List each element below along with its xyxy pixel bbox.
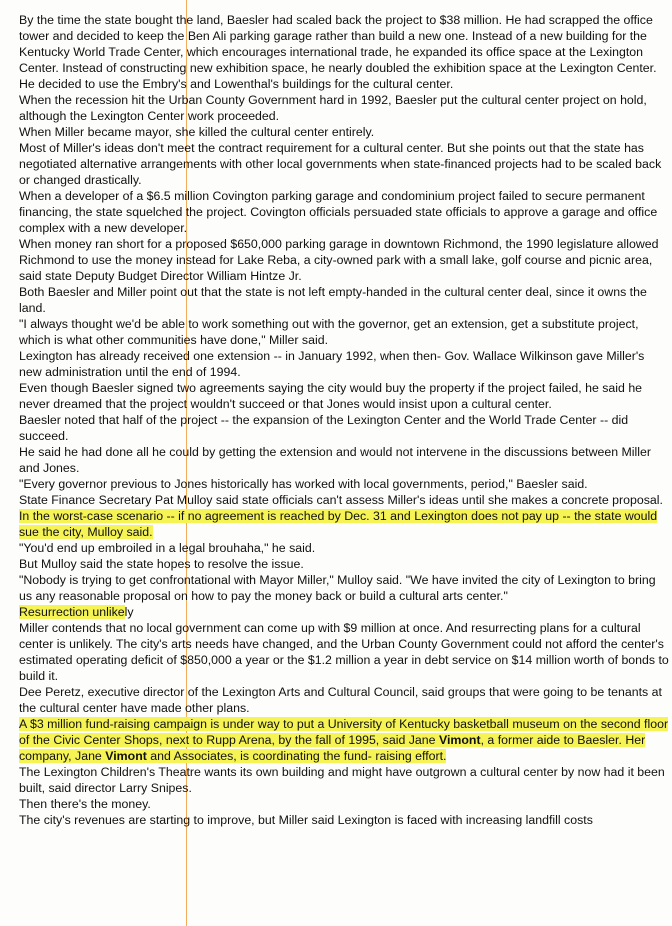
paragraph: When a developer of a $6.5 million Covington parking garage and condominium project failed to secure permanent financing, the state squelched the project. Covington officials persuaded state officials to approve a garage and office complex with a new developer. xyxy=(19,189,658,235)
paragraph: By the time the state bought the land, Baesler had scaled back the project to $38 million. He had scrapped the office tower and decided to keep the Ben Ali parking garage rather than build a new one. Instead of a new building for the Kentucky World Trade Center, which encourages international trade, he expanded its office space at the Lexington Center. Instead of constructing new exhibition space, he nearly doubled the exhibition space at the Lexington Center. He decided to use the Embry's and Lowenthal's buildings for the cultural center. xyxy=(19,13,657,91)
text-run: A $3 million fund-raising campaign is under way to put a University of Kentucky basketball museum on the second floor of the Civic Center Shops, next to Rupp Arena, by the fall of 1995, said Jane xyxy=(19,717,669,747)
paragraph: The city's revenues are starting to improve, but Miller said Lexington is faced with increasing landfill costs xyxy=(19,813,593,827)
paragraph: He said he had done all he could by getting the extension and would not intervene in the discussions between Miller and Jones. xyxy=(19,445,651,475)
paragraph: "Every governor previous to Jones historically has worked with local governments, period," Baesler said. xyxy=(19,477,588,491)
paragraph: Dee Peretz, executive director of the Lexington Arts and Cultural Council, said groups that were going to be tenants at the cultural center have made other plans. xyxy=(19,685,662,715)
highlight: Resurrection unlike xyxy=(19,605,125,619)
text-run: Her company, Jane xyxy=(19,733,646,763)
paragraph: "I always thought we'd be able to work something out with the governor, get an extension, get a substitute project, which is what other communities have done," Miller said. xyxy=(19,317,639,347)
paragraph: State Finance Secretary Pat Mulloy said state officials can't assess Miller's ideas until she makes a concrete proposal. xyxy=(19,493,663,507)
paragraph: Lexington has already received one extension -- in January 1992, when then- Gov. Wallace Wilkinson gave Miller's new administration until the end of 1994. xyxy=(19,349,645,379)
paragraph: "You'd end up embroiled in a legal brouhaha," he said. xyxy=(19,541,316,555)
paragraph: Baesler noted that half of the project -- the expansion of the Lexington Center and the World Trade Center -- did succeed. xyxy=(19,413,629,443)
paragraph: Then there's the money. xyxy=(19,797,151,811)
paragraph: When Miller became mayor, she killed the cultural center entirely. xyxy=(19,125,375,139)
paragraph: Even though Baesler signed two agreements saying the city would buy the property if the project failed, he said he never dreamed that the project wouldn't succeed or that Jones would insist upon a cultural center. xyxy=(19,381,643,411)
paragraph: Miller contends that no local government can come up with $9 million at once. And resurrecting plans for a cultural center is unlikely. The city's arts needs have changed, and the Urban County Government could not afford the center's estimated operating deficit of $850,000 a year or the $1.2 million a year in debt service on $14 million worth of bonds to build it. xyxy=(19,621,669,683)
paragraph: "Nobody is trying to get confrontational with Mayor Miller," Mulloy said. "We have invited the city of Lexington to bring us any reasonable proposal on how to pay the money back or build a cultural arts center." xyxy=(19,573,656,603)
highlighted-paragraph xyxy=(19,508,669,540)
highlighted-paragraph xyxy=(19,716,669,764)
subheading-rest: ly xyxy=(124,605,134,619)
paragraph: When money ran short for a proposed $650,000 parking garage in downtown Richmond, the 1990 legislature allowed Richmond to use the money instead for Lake Reba, a city-owned park with a small lake, golf course and picnic area, said state Deputy Budget Director William Hintze Jr. xyxy=(19,237,659,283)
article-body xyxy=(19,12,669,828)
name-bold: Vimont xyxy=(105,749,147,763)
subheading xyxy=(19,604,669,620)
highlight xyxy=(19,717,668,747)
text-run: and Associates, is coordinating the fund- raising effort. xyxy=(146,749,447,763)
paragraph: Most of Miller's ideas don't meet the contract requirement for a cultural center. But she points out that the state has negotiated alternative arrangements with other local governments when state-financed projects had to be scaled back or changed drastically. xyxy=(19,141,662,187)
paragraph: The Lexington Children's Theatre wants its own building and might have outgrown a cultural center by now had it been built, said director Larry Snipes. xyxy=(19,765,665,795)
text-run: , a former aide to Baesler. xyxy=(480,733,622,747)
highlight: In the worst-case scenario -- if no agreement is reached by Dec. 31 and Lexington does not pay up -- the state would sue the city, Mulloy said. xyxy=(19,509,658,539)
name-bold: Vimont xyxy=(438,733,481,747)
paragraph: Both Baesler and Miller point out that the state is not left empty-handed in the cultural center deal, since it owns the land. xyxy=(19,285,647,315)
paragraph: But Mulloy said the state hopes to resolve the issue. xyxy=(19,557,304,571)
paragraph: When the recession hit the Urban County Government hard in 1992, Baesler put the cultural center project on hold, although the Lexington Center work proceeded. xyxy=(19,93,647,123)
